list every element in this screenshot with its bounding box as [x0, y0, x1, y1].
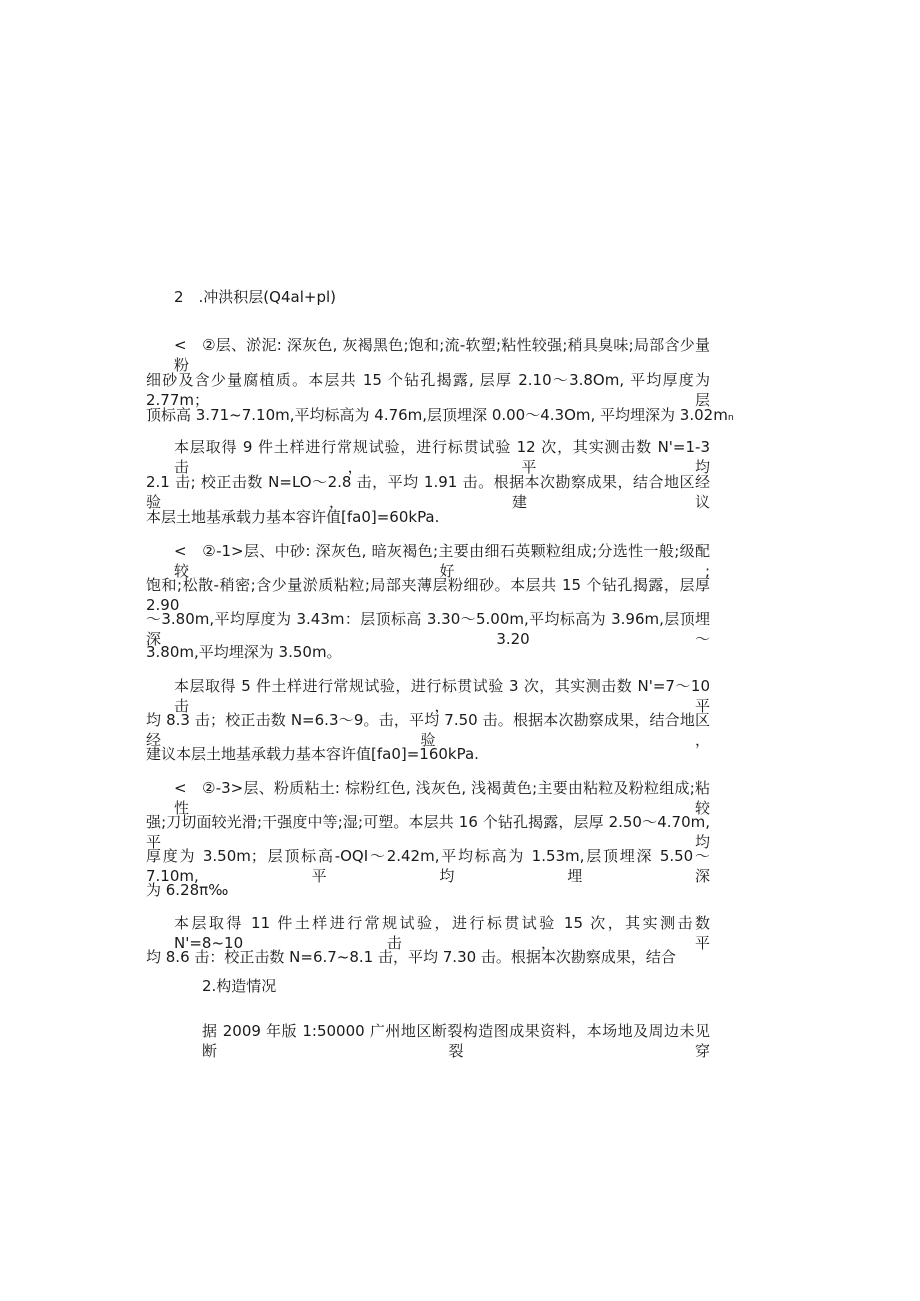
structure-heading: 2.构造情况: [202, 977, 277, 995]
layer-2-1-tests-line-3: 建议本层土地基承载力基本容许值[fa0]=160kPa.: [146, 745, 479, 763]
layer-2-1-line-1: < ②-1>层、中砂: 深灰色, 暗灰褐色;主要由细石英颗粒组成;分选性一般;级配较好;: [174, 542, 710, 580]
section-heading: 2 .冲洪积层(Q4al+pl): [174, 288, 336, 306]
layer-2-line-3: 顶标高 3.71~7.10m,平均标高为 4.76m,层顶埋深 0.00～4.3Om, 平均埋深为 3.02mₙ: [146, 406, 734, 424]
layer-2-tests-line-1: 本层取得 9 件土样进行常规试验，进行标贯试验 12 次，其实测击数 N'=1-3 击，平均: [174, 438, 710, 476]
layer-2-tests-line-2: 2.1 击; 校正击数 N=LO～2.8 击，平均 1.91 击。根据本次勘察成果，结合地区经验，建议: [146, 473, 710, 511]
layer-2-1-line-2: 饱和;松散-稍密;含少量淤质粘粒;局部夹薄层粉细砂。本层共 15 个钻孔揭露，层厚 2.90: [146, 576, 710, 614]
layer-2-tests-line-3: 本层土地基承载力基本容许值[fa0]=60kPa.: [146, 508, 440, 526]
layer-2-1-tests-line-1: 本层取得 5 件土样进行常规试验，进行标贯试验 3 次，其实测击数 N'=7～10 击，平: [174, 677, 710, 715]
layer-2-3-line-1: < ②-3>层、粉质粘土: 棕粉红色, 浅灰色, 浅褐黄色;主要由粘粒及粉粒组成;粘性较: [174, 779, 710, 817]
layer-2-line-1: < ②层、淤泥: 深灰色, 灰褐黑色;饱和;流-软塑;粘性较强;稍具臭味;局部含少量粉: [174, 336, 710, 374]
layer-2-line-2: 细砂及含少量腐植质。本层共 15 个钻孔揭露, 层厚 2.10～3.8Om, 平均厚度为 2.77m；层: [146, 371, 710, 409]
layer-2-1-line-4: 3.80m,平均埋深为 3.50m。: [146, 643, 342, 661]
structure-text: 据 2009 年版 1:50000 广州地区断裂构造图成果资料，本场地及周边未见断裂穿: [202, 1022, 710, 1060]
layer-2-3-line-2: 强;刀切面较光滑;干强度中等;湿;可塑。本层共 16 个钻孔揭露，层厚 2.50～4.70m,平均: [146, 813, 710, 851]
layer-2-3-tests-line-1: 本层取得 11 件土样进行常规试验，进行标贯试验 15 次，其实测击数 N'=8~10 击，平: [174, 914, 710, 952]
layer-2-1-tests-line-2: 均 8.3 击；校正击数 N=6.3～9。击，平均 7.50 击。根据本次勘察成果，结合地区经验，: [146, 711, 710, 749]
layer-2-3-line-4: 为 6.28π‰: [146, 881, 229, 899]
layer-2-3-line-3: 厚度为 3.50m；层顶标高-OQI～2.42m,平均标高为 1.53m,层顶埋深 5.50～7.10m,平均埋深: [146, 847, 710, 885]
layer-2-3-tests-line-2: 均 8.6 击：校正击数 N=6.7~8.1 击，平均 7.30 击。根据本次勘察成果，结合: [146, 948, 676, 966]
layer-2-1-line-3: ～3.80m,平均厚度为 3.43m：层顶标高 3.30～5.00m,平均标高为 3.96m,层顶埋深 3.20～: [146, 610, 710, 648]
